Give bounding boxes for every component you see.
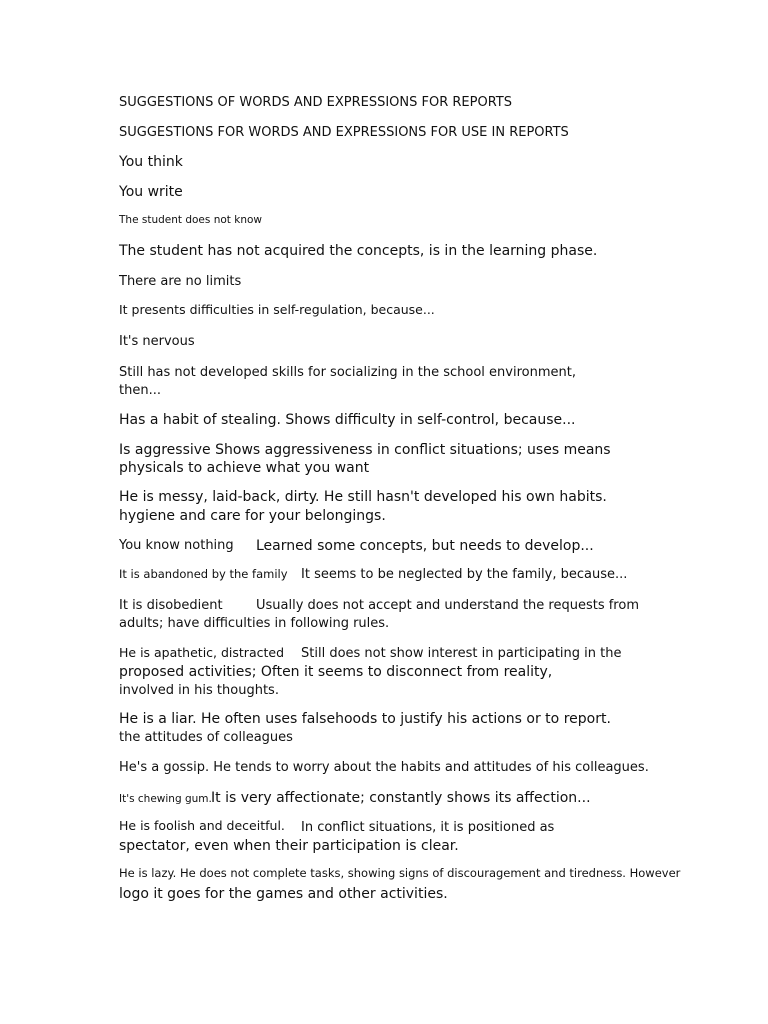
line-self-regulation: It presents difficulties in self-regulation, because... <box>119 302 435 317</box>
line-apathetic-text-2: proposed activities; Often it seems to disconnect from reality, <box>119 664 553 680</box>
heading-1: SUGGESTIONS OF WORDS AND EXPRESSIONS FOR REPORTS <box>119 95 512 110</box>
line-know-nothing-label: You know nothing <box>119 538 234 553</box>
line-chewing-gum-text: It is very affectionate; constantly shows its affection... <box>211 790 591 806</box>
line-student-does-not-know: The student does not know <box>119 214 262 226</box>
line-know-nothing-text: Learned some concepts, but needs to develop... <box>256 538 594 554</box>
line-apathetic-text-1: Still does not show interest in participating in the <box>301 646 622 661</box>
line-aggressive-2: physicals to achieve what you want <box>119 460 370 476</box>
line-abandoned-label: It is abandoned by the family <box>119 567 288 581</box>
line-no-limits: There are no limits <box>119 274 242 289</box>
line-messy-1: He is messy, laid-back, dirty. He still hasn't developed his own habits. <box>119 489 607 505</box>
line-lazy-1: He is lazy. He does not complete tasks, showing signs of discouragement and tiredness. However <box>119 866 681 880</box>
label-you-write: You write <box>119 184 183 200</box>
line-disobedient-text-2: adults; have difficulties in following rules. <box>119 616 390 631</box>
line-disobedient-label: It is disobedient <box>119 598 223 613</box>
line-not-acquired-concepts: The student has not acquired the concepts, is in the learning phase. <box>119 243 598 259</box>
line-lazy-2: logo it goes for the games and other activities. <box>119 886 448 902</box>
line-socializing-1: Still has not developed skills for socializing in the school environment, <box>119 365 576 380</box>
line-foolish-label: He is foolish and deceitful. <box>119 818 285 833</box>
line-chewing-gum-label: It's chewing gum. <box>119 793 212 805</box>
line-aggressive-1: Is aggressive Shows aggressiveness in conflict situations; uses means <box>119 442 611 458</box>
line-disobedient-text-1: Usually does not accept and understand the requests from <box>256 598 639 613</box>
line-stealing: Has a habit of stealing. Shows difficulty in self-control, because... <box>119 412 576 428</box>
line-apathetic-label: He is apathetic, distracted <box>119 645 285 660</box>
heading-2: SUGGESTIONS FOR WORDS AND EXPRESSIONS FOR USE IN REPORTS <box>119 125 569 140</box>
line-foolish-text-2: spectator, even when their participation is clear. <box>119 838 459 854</box>
line-liar-2: the attitudes of colleagues <box>119 730 293 745</box>
label-you-think: You think <box>119 154 183 170</box>
line-foolish-text-1: In conflict situations, it is positioned as <box>301 820 555 835</box>
line-socializing-2: then... <box>119 383 161 398</box>
line-liar-1: He is a liar. He often uses falsehoods to justify his actions or to report. <box>119 711 611 727</box>
line-nervous: It's nervous <box>119 334 195 349</box>
line-gossip: He's a gossip. He tends to worry about the habits and attitudes of his colleagues. <box>119 760 649 775</box>
line-apathetic-text-3: involved in his thoughts. <box>119 683 279 698</box>
line-messy-2: hygiene and care for your belongings. <box>119 508 386 524</box>
line-abandoned-text: It seems to be neglected by the family, because... <box>301 567 628 582</box>
